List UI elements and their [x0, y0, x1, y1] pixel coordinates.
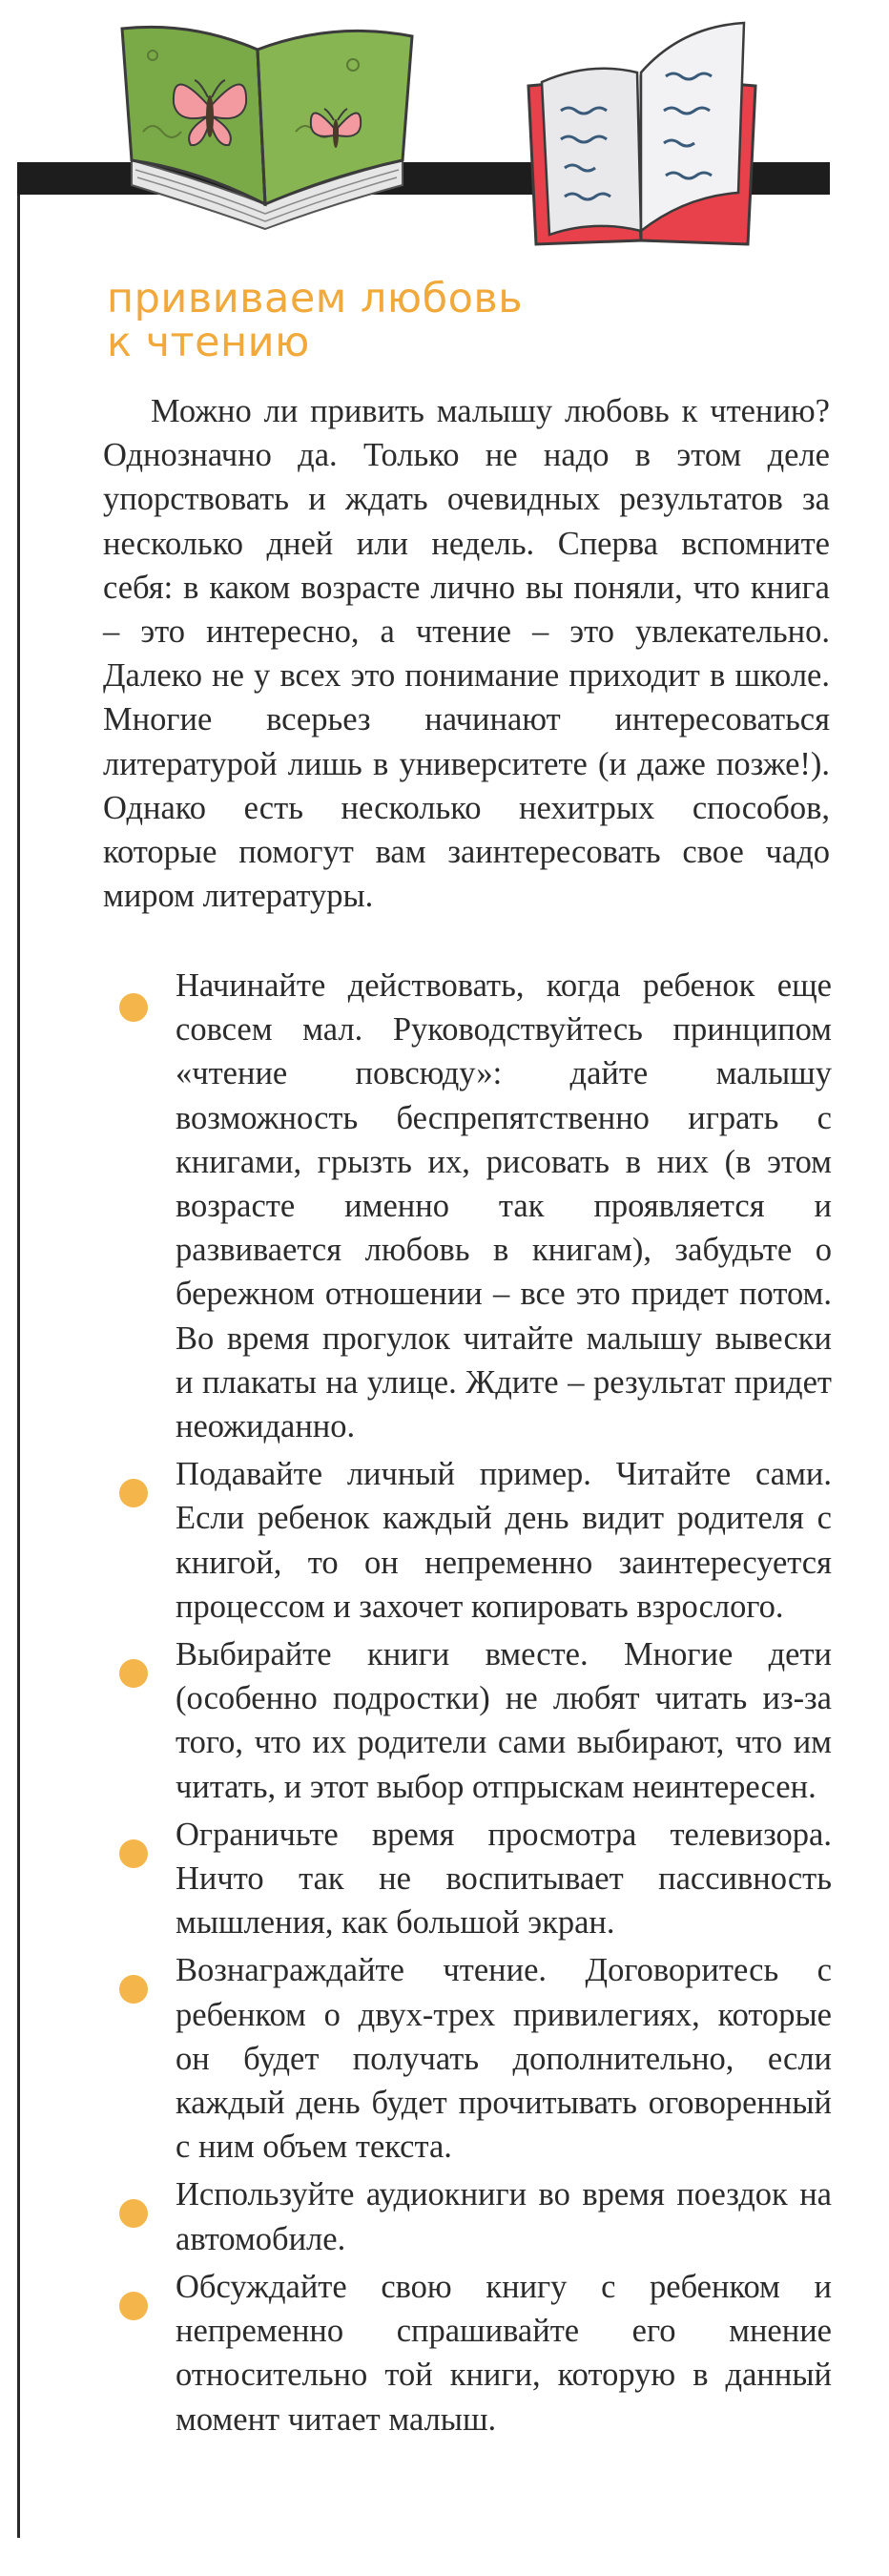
- list-item: [0, 2265, 832, 2441]
- list-item: [0, 1948, 832, 2169]
- butterfly-book-illustration: [114, 17, 420, 242]
- bullet-dot-icon: [119, 1479, 148, 1507]
- list-item: [0, 2172, 832, 2260]
- list-item: [0, 1452, 832, 1629]
- list-item: [0, 964, 832, 1448]
- intro-paragraph: Можно ли привить малышу любовь к чтению? Однозначно да. Только не надо в этом деле упорствовать и ждать очевидных результатов за несколько дней или недель. Сперва вспомните себя: в каком возрасте лично вы поняли, что книга – это интересно, а чтение – это увлекательно. Далеко не у всех это понимание приходит в школе. Многие всерьез начинают интересоваться литературой лишь в университете (и даже позже!). Однако есть несколько нехитрых способов, которые помогут вам заинтересовать свое чадо миром литературы.: [103, 393, 830, 915]
- article-title: [107, 277, 775, 364]
- bullet-dot-icon: [119, 1839, 148, 1868]
- bullet-dot-icon: [119, 2199, 148, 2228]
- list-item: [0, 1632, 832, 1809]
- tip-text: Подавайте личный пример. Читайте сами. Если ребенок каждый день видит родителя с книгой, то он непременно заинтересуется процессом и захочет копировать взрослого.: [176, 1456, 832, 1625]
- tip-text: Ограничьте время просмотра телевизора. Ничто так не воспитывает пассивность мышления, как большой экран.: [176, 1816, 832, 1942]
- tip-text: Вознаграждайте чтение. Договоритесь с ребенком о двух-трех привилегиях, которые он будет получать дополнительно, если каждый день будет прочитывать оговоренный с ним объем текста.: [176, 1952, 832, 2166]
- bullet-dot-icon: [119, 1975, 148, 2004]
- list-item: [0, 1813, 832, 1945]
- bullet-dot-icon: [119, 2292, 148, 2320]
- title-line-2: к чтению: [107, 319, 310, 366]
- bullet-dot-icon: [119, 993, 148, 1022]
- tip-text: Обсуждайте свою книгу с ребенком и непременно спрашивайте его мнение относительно той книги, которую в данный момент читает малыш.: [176, 2268, 832, 2438]
- bullet-dot-icon: [119, 1659, 148, 1688]
- title-line-1: прививаем любовь: [107, 275, 524, 322]
- tip-text: Начинайте действовать, когда ребенок еще совсем мал. Руководствуйтесь принципом «чтение повсюду»: дайте малышу возможность беспрепятственно играть с книгами, грызть их, рисовать в них (в этом возрасте именно так проявляется и развивается любовь в книгам), забудьте о бережном отношении – все это придет потом. Во время прогулок читайте малышу вывески и плакаты на улице. Ждите – результат придет неожиданно.: [176, 967, 832, 1445]
- tips-list: [0, 964, 889, 2445]
- open-red-book-illustration: [523, 19, 761, 248]
- tip-text: Выбирайте книги вместе. Многие дети (особенно подростки) не любят читать из-за того, что их родители сами выбирают, что им читать, и этот выбор отпрыскам неинтересен.: [176, 1636, 832, 1805]
- tip-text: Используйте аудиокниги во время поездок на автомобиле.: [176, 2176, 832, 2257]
